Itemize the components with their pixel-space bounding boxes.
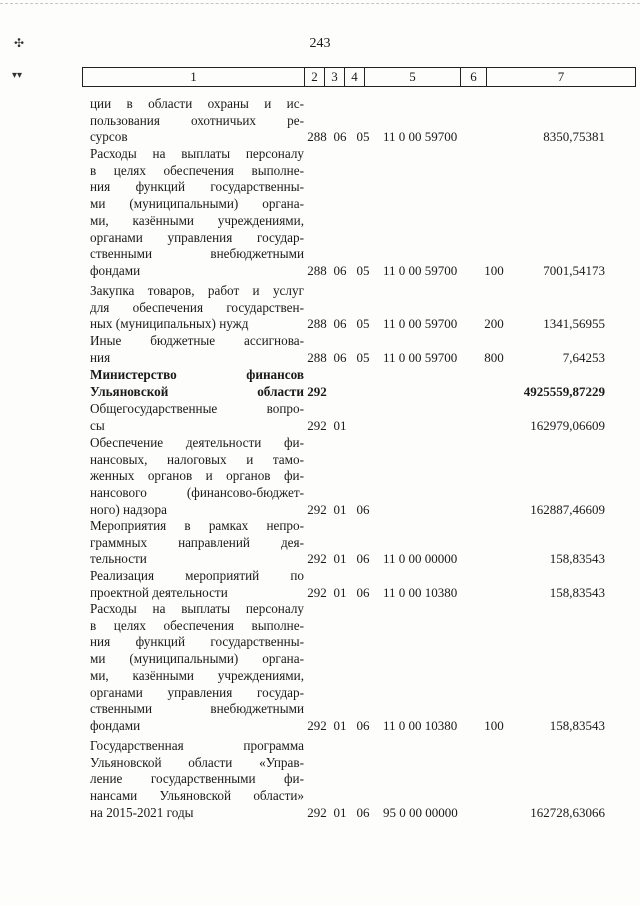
- header-col-7: 7: [557, 69, 565, 84]
- cell-c7: 7,64253: [562, 349, 605, 365]
- row-description: [90, 401, 304, 434]
- cell-c6: 200: [484, 316, 504, 332]
- cell-c6: 100: [484, 717, 504, 733]
- cell-c3: 06: [333, 129, 347, 145]
- cell-c2: 292: [307, 717, 327, 733]
- description-line: Мероприятия в рамках непро-: [90, 518, 304, 533]
- cell-c3: 01: [333, 717, 347, 733]
- cell-c2: 292: [307, 417, 327, 433]
- cell-c6: 800: [484, 349, 504, 365]
- description-line: ственными внебюджетными: [90, 701, 304, 717]
- description-line: органами управления государ-: [90, 229, 304, 245]
- cell-c4: 06: [356, 717, 370, 733]
- cell-c3: 06: [333, 316, 347, 332]
- description-line: Ульяновской области «Управ-: [90, 754, 304, 770]
- table-row: [0, 518, 640, 568]
- cell-c4: 06: [356, 551, 370, 567]
- header-col-5: 5: [365, 68, 461, 86]
- description-line: органами управления государ-: [90, 684, 304, 700]
- cell-c7: 8350,75381: [543, 129, 605, 145]
- table-row: [0, 568, 640, 601]
- description-line: ния: [90, 349, 111, 365]
- cell-c3: 01: [333, 804, 347, 820]
- description-line: ния функций государственны-: [90, 634, 304, 650]
- description-line: Расходы на выплаты персоналу: [90, 601, 304, 616]
- cell-c3: 01: [333, 417, 347, 433]
- scan-mark: ▾▾: [12, 70, 23, 81]
- cell-c3: 06: [333, 262, 347, 278]
- table-row: [0, 333, 640, 366]
- cell-c2: 288: [307, 262, 327, 278]
- cell-c7: 7001,54173: [543, 262, 605, 278]
- cell-c4: 05: [356, 316, 370, 332]
- description-line: ми (муниципальными) органа-: [90, 651, 304, 667]
- page-number: 243: [309, 36, 331, 51]
- description-line: пользования охотничьих ре-: [90, 112, 304, 128]
- description-line: Министерство финансов: [90, 367, 304, 382]
- cell-c7: 4925559,87229: [523, 383, 605, 399]
- description-line: в целях обеспечения выполне-: [90, 162, 304, 178]
- row-description: [90, 283, 304, 333]
- description-line: ции в области охраны и ис-: [90, 96, 304, 111]
- description-line: ния функций государственны-: [90, 179, 304, 195]
- description-line: ственными внебюджетными: [90, 246, 304, 262]
- cell-c5: 11 0 00 00000: [383, 551, 458, 567]
- description-line: Реализация мероприятий по: [90, 568, 304, 583]
- scan-edge-line: [0, 3, 640, 5]
- cell-c3: 01: [333, 501, 347, 517]
- description-line: граммных направлений дея-: [90, 534, 304, 550]
- description-line: для обеспечения государствен-: [90, 299, 304, 315]
- row-description: [90, 738, 304, 822]
- table-row: [0, 601, 640, 735]
- header-col-2: 2: [305, 68, 325, 86]
- header-col-3: 3: [325, 68, 345, 86]
- cell-c5: 11 0 00 59700: [383, 129, 458, 145]
- row-description: [90, 146, 304, 280]
- description-line: Обеспечение деятельности фи-: [90, 435, 304, 450]
- cell-c5: 11 0 00 59700: [383, 349, 458, 365]
- cell-c5: 11 0 00 10380: [383, 717, 458, 733]
- table-header: [82, 67, 636, 87]
- table-row: [0, 401, 640, 434]
- description-line: ми, казёнными учреждениями,: [90, 212, 304, 228]
- row-description: [90, 333, 304, 366]
- description-line: нансового (финансово-бюджет-: [90, 485, 304, 501]
- row-description: [90, 96, 304, 146]
- cell-c2: 288: [307, 129, 327, 145]
- description-line: ми (муниципальными) органа-: [90, 196, 304, 212]
- row-description: [90, 518, 304, 568]
- table-row: [0, 367, 640, 400]
- scan-mark: ✣: [14, 36, 25, 50]
- cell-c2: 292: [307, 383, 327, 399]
- cell-c4: 05: [356, 349, 370, 365]
- cell-c7: 162979,06609: [530, 417, 605, 433]
- table-row: [0, 146, 640, 280]
- cell-c3: 06: [333, 349, 347, 365]
- cell-c4: 06: [356, 804, 370, 820]
- description-line: проектной деятельности: [90, 584, 228, 600]
- description-line: Общегосударственные вопро-: [90, 401, 304, 416]
- description-line: фондами: [90, 717, 141, 733]
- cell-c2: 292: [307, 804, 327, 820]
- cell-c2: 288: [307, 316, 327, 332]
- description-line: ного) надзора: [90, 501, 167, 517]
- description-line: ление государственными фи-: [90, 771, 304, 787]
- header-col-4: 4: [345, 68, 365, 86]
- header-col-1: 1: [83, 68, 305, 86]
- cell-c5: 95 0 00 00000: [383, 804, 458, 820]
- cell-c2: 292: [307, 584, 327, 600]
- description-line: в целях обеспечения выполне-: [90, 617, 304, 633]
- description-line: нансовых, налоговых и тамо-: [90, 451, 304, 467]
- header-col-6: 6: [461, 68, 487, 86]
- cell-c2: 288: [307, 349, 327, 365]
- cell-c5: 11 0 00 59700: [383, 316, 458, 332]
- cell-c4: 05: [356, 129, 370, 145]
- cell-c4: 06: [356, 584, 370, 600]
- description-line: Ульяновской области: [90, 383, 304, 399]
- cell-c4: 06: [356, 501, 370, 517]
- table-row: [0, 96, 640, 146]
- cell-c2: 292: [307, 551, 327, 567]
- cell-c4: 05: [356, 262, 370, 278]
- cell-c7: 162728,63066: [530, 804, 605, 820]
- cell-c2: 292: [307, 501, 327, 517]
- cell-c3: 01: [333, 551, 347, 567]
- description-line: фондами: [90, 262, 141, 278]
- description-line: нансами Ульяновской области»: [90, 788, 304, 804]
- cell-c6: 100: [484, 262, 504, 278]
- description-line: тельности: [90, 551, 147, 567]
- description-line: на 2015-2021 годы: [90, 804, 194, 820]
- table-row: [0, 435, 640, 519]
- cell-c5: 11 0 00 10380: [383, 584, 458, 600]
- cell-c7: 158,83543: [549, 584, 605, 600]
- cell-c5: 11 0 00 59700: [383, 262, 458, 278]
- cell-c7: 162887,46609: [530, 501, 605, 517]
- table-row: [0, 738, 640, 822]
- description-line: ми, казёнными учреждениями,: [90, 667, 304, 683]
- description-line: Закупка товаров, работ и услуг: [90, 283, 304, 298]
- cell-c7: 158,83543: [549, 551, 605, 567]
- description-line: Иные бюджетные ассигнова-: [90, 333, 304, 348]
- row-description: [90, 367, 304, 400]
- description-line: женных органов и органов фи-: [90, 468, 304, 484]
- row-description: [90, 568, 304, 601]
- row-description: [90, 435, 304, 519]
- description-line: сы: [90, 417, 105, 433]
- description-line: ных (муниципальных) нужд: [90, 316, 249, 332]
- cell-c7: 1341,56955: [543, 316, 605, 332]
- table-row: [0, 283, 640, 333]
- row-description: [90, 601, 304, 735]
- description-line: Расходы на выплаты персоналу: [90, 146, 304, 161]
- description-line: Государственная программа: [90, 738, 304, 753]
- description-line: сурсов: [90, 129, 128, 145]
- cell-c3: 01: [333, 584, 347, 600]
- cell-c7: 158,83543: [549, 717, 605, 733]
